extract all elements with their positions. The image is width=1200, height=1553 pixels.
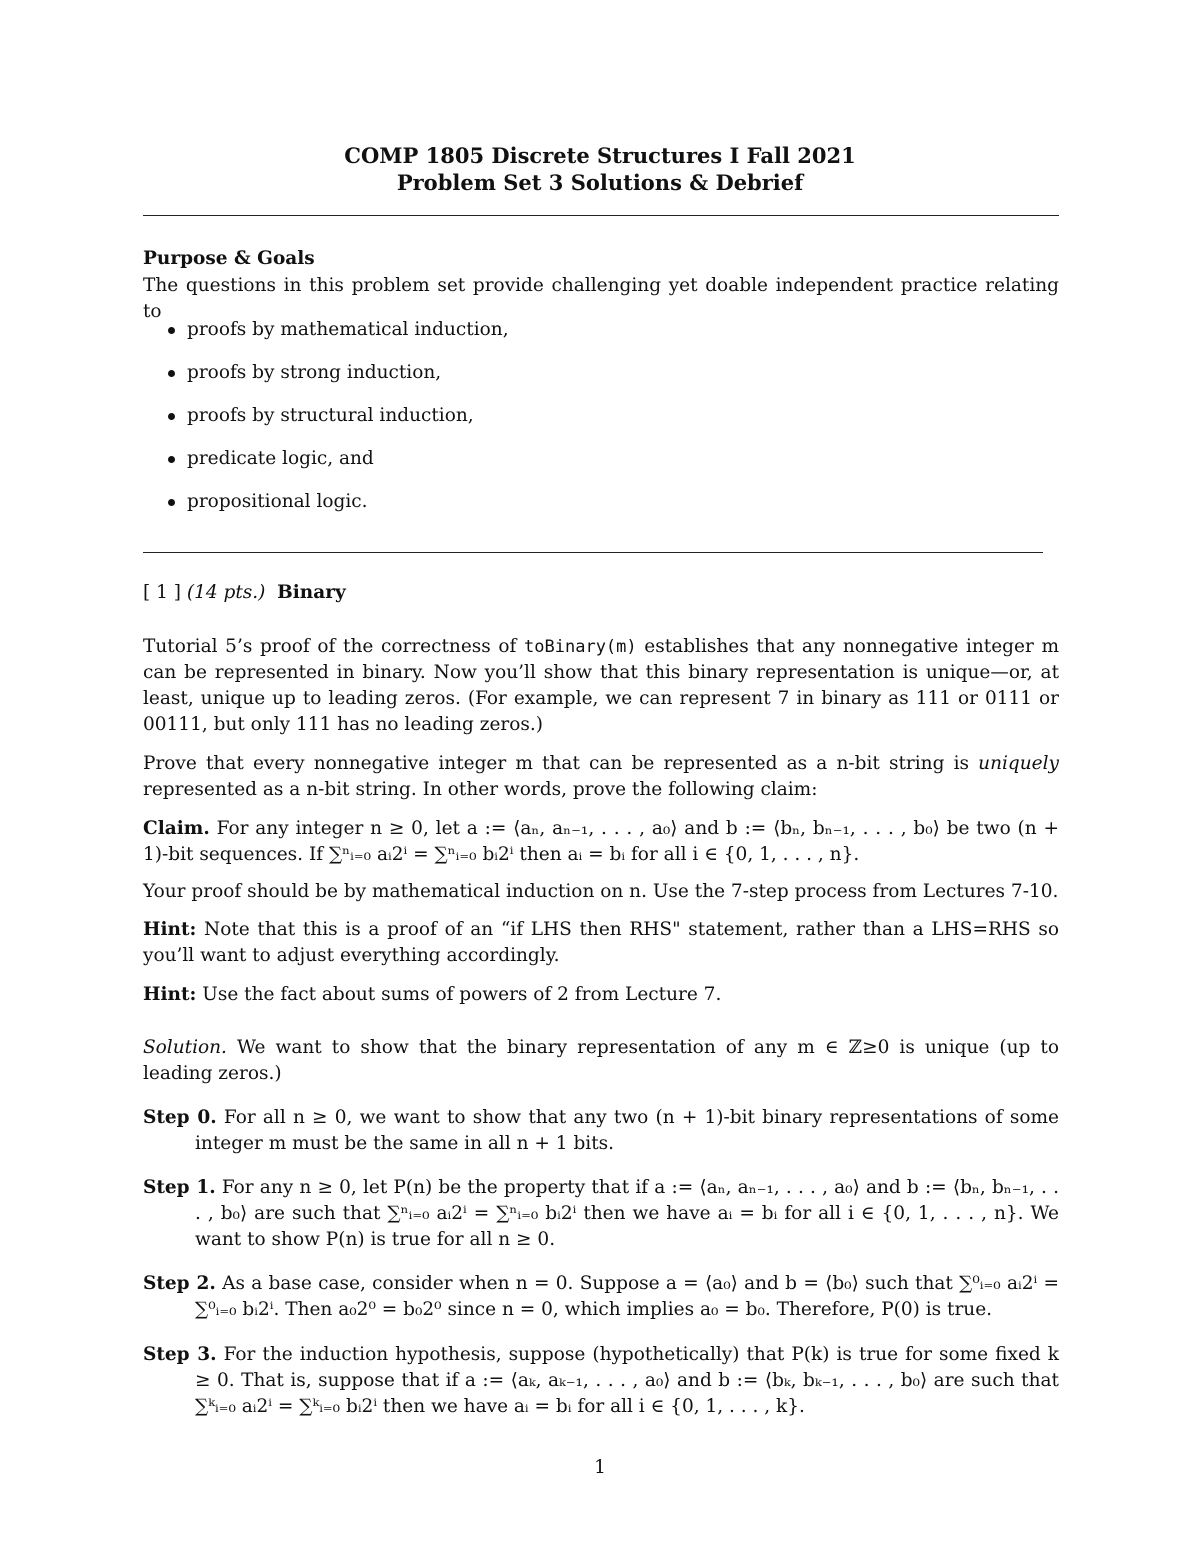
bullet-icon xyxy=(168,413,175,420)
document-title: COMP 1805 Discrete Structures I Fall 2021 xyxy=(344,143,856,168)
header-divider xyxy=(143,215,1059,216)
bullet-icon xyxy=(168,456,175,463)
step-label: Step 2. xyxy=(143,1273,216,1294)
list-item: predicate logic, and xyxy=(168,446,468,472)
hint-1: Hint: Note that this is a proof of an “if LHS then RHS" statement, rather than a LHS=RHS so you’ll want to adjust everything accordingly. xyxy=(143,919,1059,966)
document-subtitle: Problem Set 3 Solutions & Debrief xyxy=(396,170,804,195)
problem-prove: Prove that every nonnegative integer m that can be represented as a n-bit string is uniquely represented as a n-bit string. In other words, prove the following claim: xyxy=(143,753,1059,800)
hint-2: Hint: Use the fact about sums of powers of 2 from Lecture 7. xyxy=(143,984,722,1005)
purpose-intro: The questions in this problem set provide challenging yet doable independent practice relating to xyxy=(143,275,1059,322)
list-item: proofs by strong induction, xyxy=(168,360,468,386)
solution-intro: Solution. We want to show that the binary representation of any m ∈ ℤ≥0 is unique (up to leading zeros.) xyxy=(143,1037,1059,1084)
list-item: propositional logic. xyxy=(168,489,468,515)
solution-step: Step 2. As a base case, consider when n = 0. Suppose a = ⟨a₀⟩ and b = ⟨b₀⟩ such that ∑⁰ᵢ₌₀ aᵢ2ⁱ = ∑⁰ᵢ₌₀ bᵢ2ⁱ. Then a₀2⁰ = b₀2⁰ since n = 0, which implies a₀ = b₀. Therefore, P(0) is true. xyxy=(143,1273,1059,1320)
purpose-heading: Purpose & Goals xyxy=(143,248,315,269)
problem-intro: Tutorial 5’s proof of the correctness of toBinary(m) establishes that any nonnegative integer m can be represented in binary. Now you’ll show that this binary representation is unique—or, at least, unique up to leading zeros. (For example, we can represent 7 in binary as 111 or 0111 or 00111, but only 111 has no leading zeros.) xyxy=(143,636,1059,735)
problem-number: [ 1 ] xyxy=(143,582,181,603)
problem-heading xyxy=(143,580,346,606)
problem-points: (14 pts.) xyxy=(186,582,266,603)
step-label: Step 0. xyxy=(143,1107,217,1128)
solution-step: Step 3. For the induction hypothesis, suppose (hypothetically) that P(k) is true for some fixed k ≥ 0. That is, suppose that if a := ⟨aₖ, aₖ₋₁, . . . , a₀⟩ and b := ⟨bₖ, bₖ₋₁, . . . , b₀⟩ are such that ∑ᵏᵢ₌₀ aᵢ2ⁱ = ∑ᵏᵢ₌₀ bᵢ2ⁱ then we have aᵢ = bᵢ for all i ∈ {0, 1, . . . , k}. xyxy=(143,1344,1059,1417)
step-label: Step 1. xyxy=(143,1177,216,1198)
solution-label: Solution. xyxy=(143,1037,227,1058)
problem-title: Binary xyxy=(277,582,346,603)
claim-text: For any integer n ≥ 0, let a := ⟨aₙ, aₙ₋₁, . . . , a₀⟩ and b := ⟨bₙ, bₙ₋₁, . . . , b₀⟩ be two (n + 1)-bit sequences. If ∑ⁿᵢ₌₀ aᵢ2ⁱ = ∑ⁿᵢ₌₀ bᵢ2ⁱ then aᵢ = bᵢ for all i ∈ {0, 1, . . . , n}. xyxy=(143,818,1059,865)
claim-label: Claim. xyxy=(143,818,210,839)
solution-step: Step 1. For any n ≥ 0, let P(n) be the property that if a := ⟨aₙ, aₙ₋₁, . . . , a₀⟩ and b := ⟨bₙ, bₙ₋₁, . . . , b₀⟩ are such that ∑ⁿᵢ₌₀ aᵢ2ⁱ = ∑ⁿᵢ₌₀ bᵢ2ⁱ then we have aᵢ = bᵢ for all i ∈ {0, 1, . . . , n}. We want to show P(n) is true for all n ≥ 0. xyxy=(143,1177,1059,1250)
section-divider xyxy=(143,552,1043,553)
bullet-icon xyxy=(168,327,175,334)
solution-step: Step 0. For all n ≥ 0, we want to show that any two (n + 1)-bit binary representations of some integer m must be the same in all n + 1 bits. xyxy=(143,1107,1059,1154)
page-number: 1 xyxy=(594,1457,606,1478)
list-item: proofs by mathematical induction, xyxy=(168,317,468,343)
code-span: toBinary(m) xyxy=(524,637,637,657)
list-item: proofs by structural induction, xyxy=(168,403,468,429)
bullet-icon xyxy=(168,370,175,377)
claim-block xyxy=(143,816,1059,868)
bullet-icon xyxy=(168,499,175,506)
method-note: Your proof should be by mathematical induction on n. Use the 7-step process from Lectures 7-10. xyxy=(143,881,1059,902)
step-label: Step 3. xyxy=(143,1344,217,1365)
